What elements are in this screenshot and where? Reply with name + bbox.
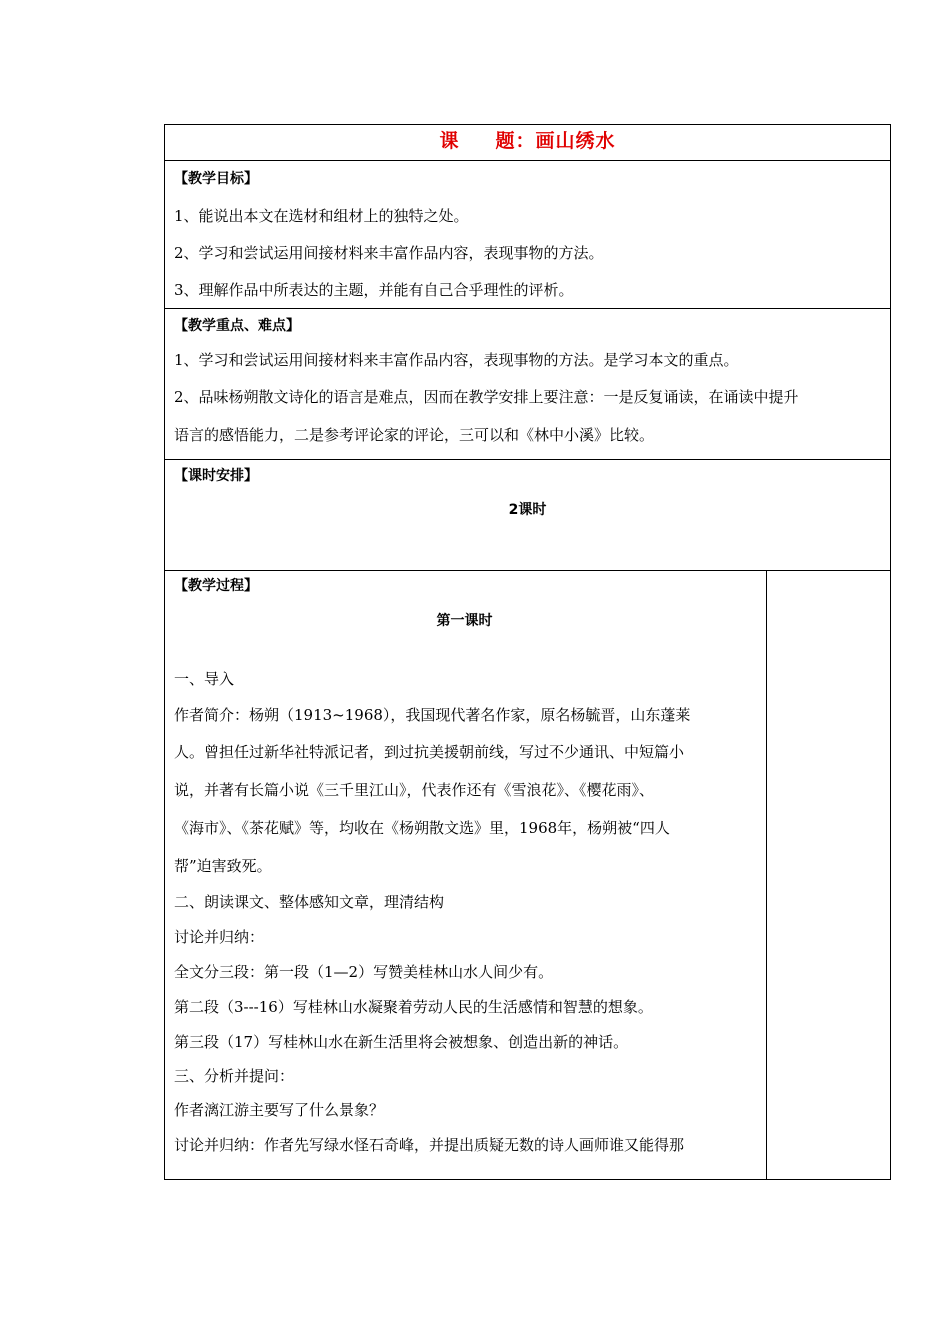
goal-item: 2、学习和尝试运用间接材料来丰富作品内容，表现事物的方法。 xyxy=(174,244,604,262)
schedule-value: 2课时 xyxy=(508,502,547,518)
process-line: 二、朗读课文、整体感知文章，理清结构 xyxy=(174,893,445,911)
key-points-section xyxy=(165,309,890,460)
schedule-heading: 【课时安排】 xyxy=(174,468,258,484)
process-line: 讨论并归纳：作者先写绿水怪石奇峰，并提出质疑无数的诗人画师谁又能得那 xyxy=(174,1136,685,1154)
process-line: 第二段（3---16）写桂林山水凝聚着劳动人民的生活感情和智慧的想象。 xyxy=(174,998,653,1016)
process-line: 帮”迫害致死。 xyxy=(174,857,272,875)
goal-item: 3、理解作品中所表达的主题，并能有自己合乎理性的评析。 xyxy=(174,281,574,299)
process-line: 《海市》、《茶花赋》等，均收在《杨朔散文选》里，1968年，杨朔被“四人 xyxy=(174,819,670,837)
title-row xyxy=(165,125,890,161)
process-line: 第三段（17）写桂林山水在新生活里将会被想象、创造出新的神话。 xyxy=(174,1033,629,1051)
lesson-plan-table xyxy=(164,124,891,1180)
process-line: 作者漓江游主要写了什么景象？ xyxy=(174,1101,385,1119)
process-line: 一、导入 xyxy=(174,670,235,688)
notes-column xyxy=(766,571,767,1179)
process-line: 人。曾担任过新华社特派记者，到过抗美援朝前线，写过不少通讯、中短篇小 xyxy=(174,743,685,761)
teaching-process-section xyxy=(165,571,890,1179)
title-prefix: 课 xyxy=(439,130,460,152)
process-line: 全文分三段：第一段（1—2）写赞美桂林山水人间少有。 xyxy=(174,963,554,981)
process-line: 三、分析并提问： xyxy=(174,1067,295,1085)
keypoints-heading: 【教学重点、难点】 xyxy=(174,318,300,334)
process-line: 作者简介：杨朔（1913~1968），我国现代著名作家，原名杨毓晋，山东蓬莱 xyxy=(174,706,691,724)
keypoint-line: 语言的感悟能力，二是参考评论家的评论，三可以和《林中小溪》比较。 xyxy=(174,426,655,444)
goals-heading: 【教学目标】 xyxy=(174,171,258,187)
lesson-title xyxy=(439,130,615,152)
schedule-section xyxy=(165,460,890,571)
process-line: 说，并著有长篇小说《三千里江山》，代表作还有《雪浪花》、《樱花雨》、 xyxy=(174,781,655,799)
title-text: 题：画山绣水 xyxy=(495,130,616,152)
process-subheading: 第一课时 xyxy=(436,613,493,629)
process-heading: 【教学过程】 xyxy=(174,578,258,594)
goal-item: 1、能说出本文在选材和组材上的独特之处。 xyxy=(174,207,469,225)
keypoint-line: 2、品味杨朔散文诗化的语言是难点，因而在教学安排上要注意：一是反复诵读，在诵读中提升 xyxy=(174,388,799,406)
teaching-goals-section xyxy=(165,161,890,309)
process-line: 讨论并归纳： xyxy=(174,928,265,946)
keypoint-line: 1、学习和尝试运用间接材料来丰富作品内容，表现事物的方法。是学习本文的重点。 xyxy=(174,351,739,369)
